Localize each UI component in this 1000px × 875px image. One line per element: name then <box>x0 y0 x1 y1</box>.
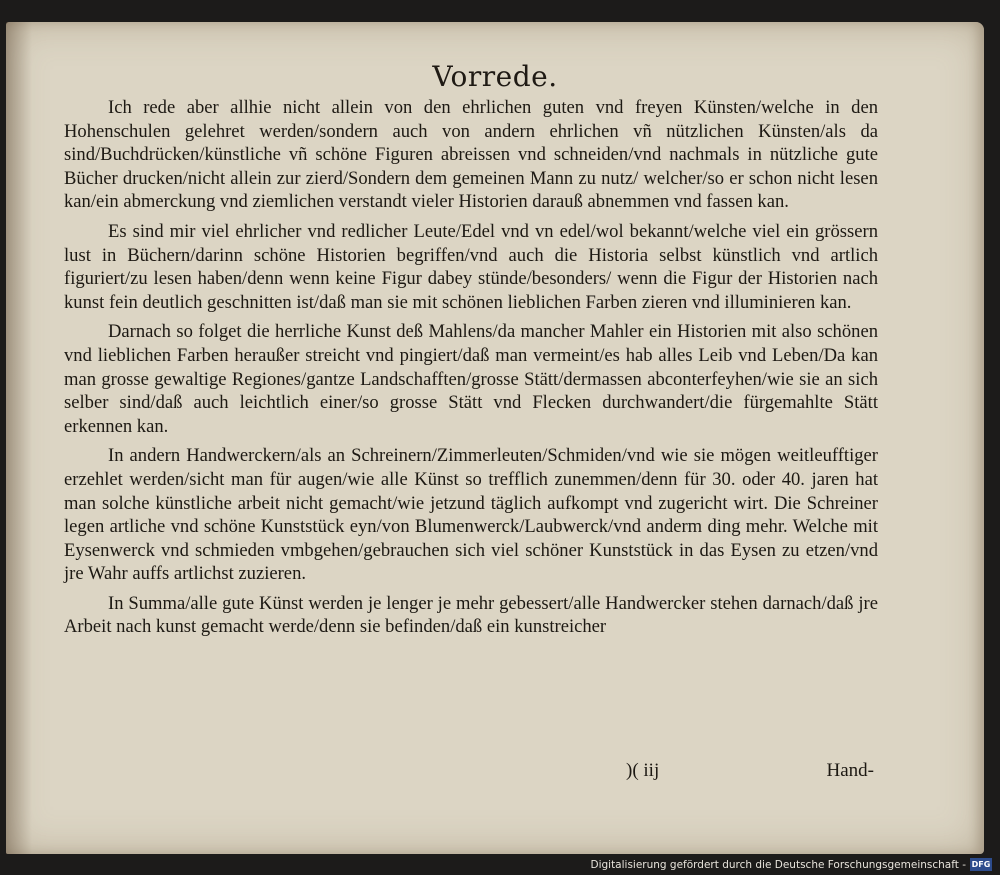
paragraph-2: Es sind mir viel ehrlicher vnd redlicher Leute/Edel vnd vn edel/wol bekannt/welche viel ein grössern lust in Büchern/darinn schöne Historien begriffen/vnd auch die Historia selbst künstlich vnd artlich figuriert/zu lesen haben/denn wenn keine Figur dabey stünde/besonders/ wenn die Figur der Historien nach kunst fein deutlich geschnitten ist/daß man sie mit schönen lieblichen Farben zieren vnd illuminieren kan. <box>64 220 878 313</box>
catchword: Hand- <box>826 760 874 781</box>
paragraph-1: Ich rede aber allhie nicht allein von den ehrlichen guten vnd freyen Künsten/welche in den Hohenschulen gelehret werden/sondern auch von andern ehrlichen vñ nützlichen Künsten/als da sind/Buchdrücken/künstliche vñ schöne Figuren abreissen vnd schneiden/vnd nachmals in nützliche gute Bücher drucken/nicht allein zur zierd/Sondern dem gemeinen Mann zu nutz/ welcher/so er schon nicht lesen kan/ein abmerckung vnd ziemlichen verstandt vieler Historien darauß abnemmen vnd fassen kan. <box>64 97 878 213</box>
signature-mark: )( iij <box>626 760 660 781</box>
paragraph-3: Darnach so folget die herrliche Kunst deß Mahlens/da mancher Mahler ein Historien mit also schönen vnd lieblichen Farben heraußer streicht vnd pingiert/daß man vermeint/es hab alles Leib vnd Leben/Da kan man grosse gewaltige Regiones/gantze Landschafften/grosse Stätt/dermassen abconterfeyhen/wie sie an sich selber sind/daß auch leichtlich einer/so grosse Stätt vnd Flecken durchwandert/die fürgemahlte Stätt erkennen kan. <box>64 321 878 437</box>
paragraph-5: In Summa/alle gute Künst werden je lenger je mehr gebessert/alle Handwercker stehen darnach/daß jre Arbeit nach kunst gemacht werde/denn sie befinden/daß ein kunstreicher <box>64 592 878 638</box>
book-page <box>6 22 984 854</box>
body-text <box>64 96 878 645</box>
page-heading: Vorrede. <box>432 60 558 93</box>
page-footer <box>64 760 878 786</box>
digitization-credit: Digitalisierung gefördert durch die Deutsche Forschungsgemeinschaft - <box>590 859 966 871</box>
paragraph-4: In andern Handwerckern/als an Schreinern/Zimmerleuten/Schmiden/vnd wie sie mögen weitleufftiger erzehlet werden/sicht man für augen/wie alle Künst so trefflich zunemmen/denn für 30. oder 40. jaren hat man solche künstliche arbeit nicht gemacht/wie jetzund täglich aufkompt vnd zugericht wirt. Die Schreiner legen artliche vnd schöne Kunststück eyn/von Blumenwerck/Laubwerck/vnd anderm ding mehr. Welche mit Eysenwerck vnd schmieden vmbgehen/gebrauchen sich viel schöner Kunststück in das Eysen zu etzen/vnd jre Wahr auffs artlichst zuzieren. <box>64 445 878 585</box>
dfg-logo: DFG <box>971 860 991 869</box>
